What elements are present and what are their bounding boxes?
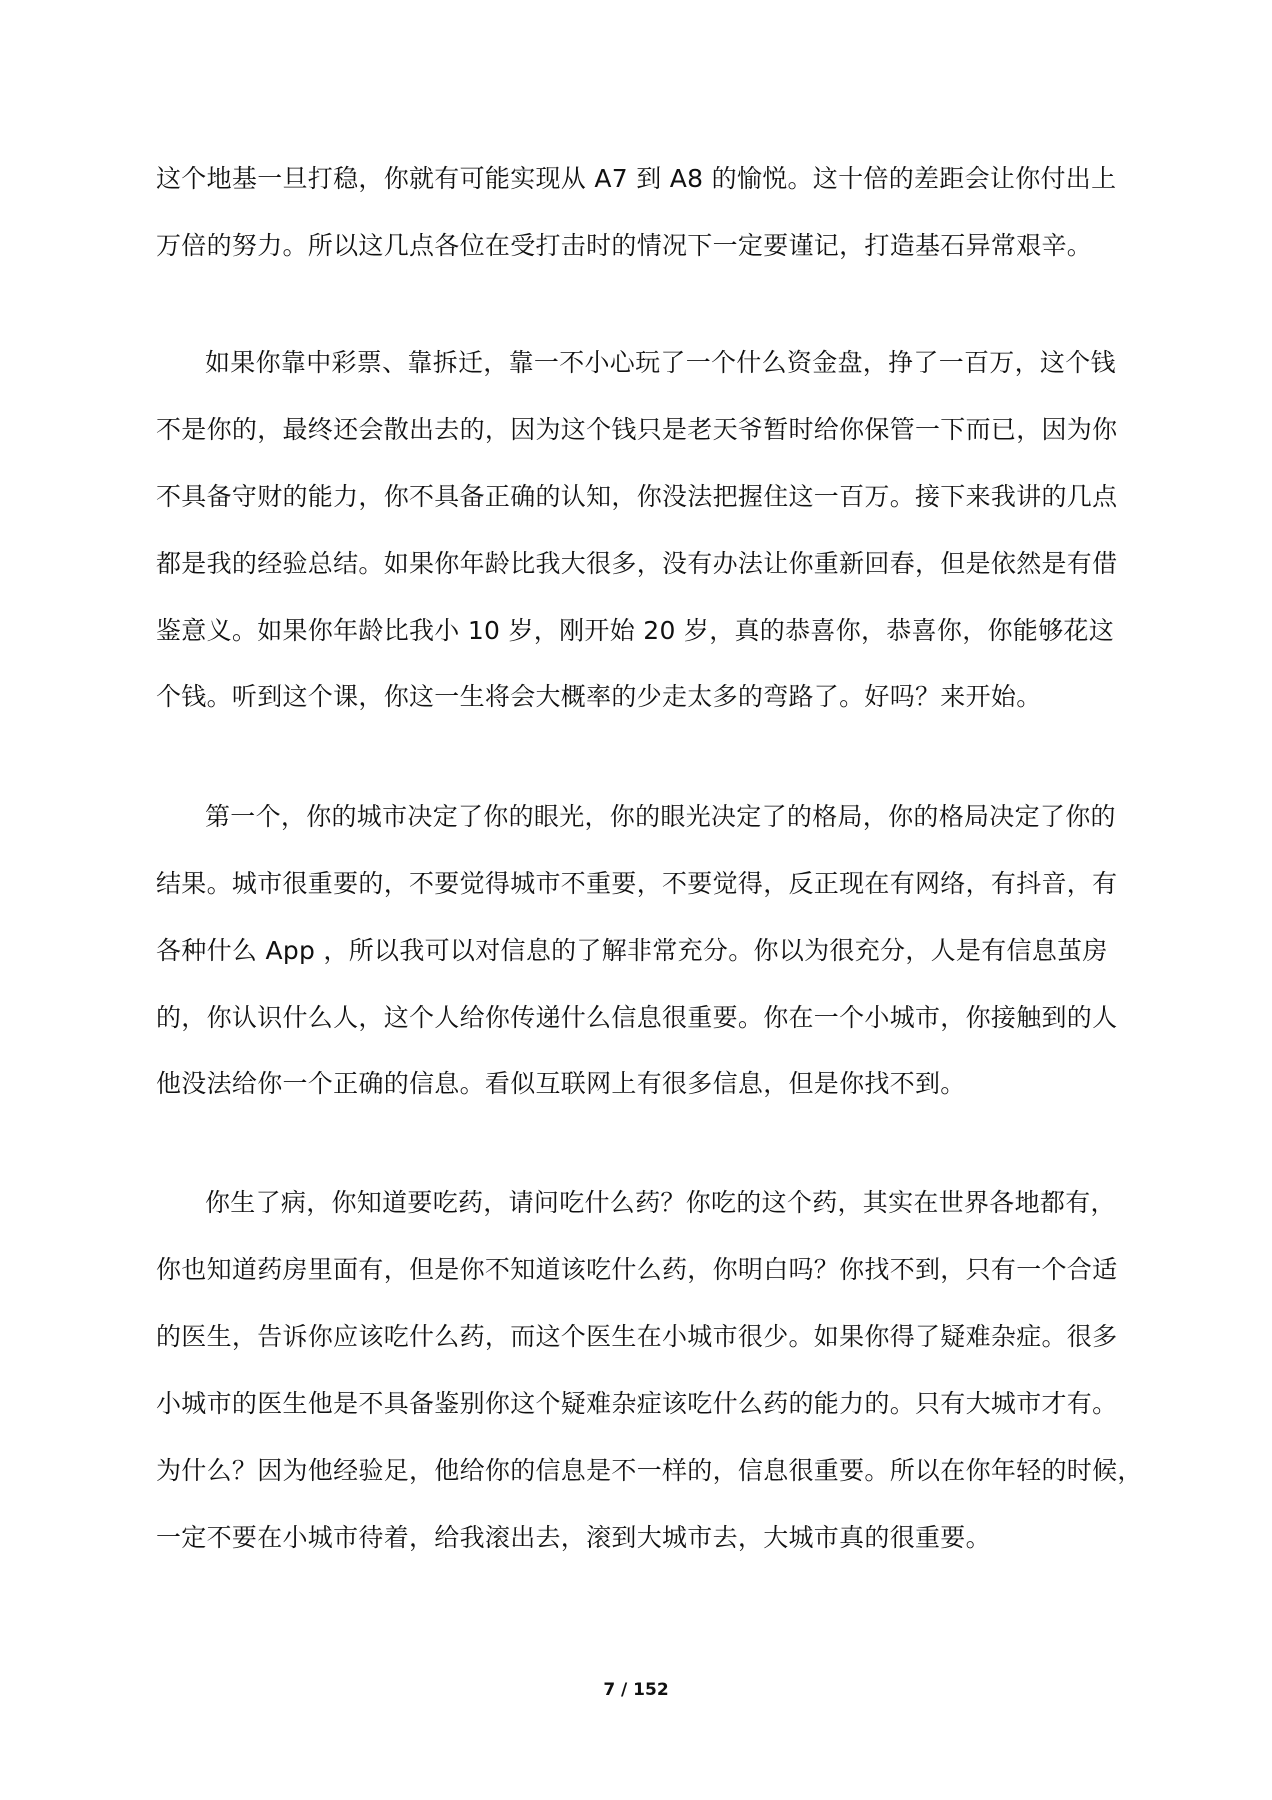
paragraph-4-line-3: 的医生，告诉你应该吃什么药，而这个医生在小城市很少。如果你得了疑难杂症。很多 xyxy=(156,1322,1118,1351)
paragraph-3-line-3: 各种什么 App ，所以我可以对信息的了解非常充分。你以为很充分，人是有信息茧房 xyxy=(156,936,1108,965)
paragraph-3-line-5: 他没法给你一个正确的信息。看似互联网上有很多信息，但是你找不到。 xyxy=(156,1069,966,1098)
paragraph-4-line-2: 你也知道药房里面有，但是你不知道该吃什么药，你明白吗？你找不到，只有一个合适 xyxy=(156,1255,1118,1284)
paragraph-3-line-1: 第一个，你的城市决定了你的眼光，你的眼光决定了的格局，你的格局决定了你的 xyxy=(205,802,1116,831)
paragraph-4-line-6: 一定不要在小城市待着，给我滚出去，滚到大城市去，大城市真的很重要。 xyxy=(156,1523,991,1552)
paragraph-3-line-4: 的，你认识什么人，这个人给你传递什么信息很重要。你在一个小城市，你接触到的人 xyxy=(156,1003,1118,1032)
paragraph-2-line-1: 如果你靠中彩票、靠拆迁，靠一不小心玩了一个什么资金盘，挣了一百万，这个钱 xyxy=(205,348,1116,377)
paragraph-1-line-1: 这个地基一旦打稳，你就有可能实现从 A7 到 A8 的愉悦。这十倍的差距会让你付出上 xyxy=(156,164,1117,193)
page-number: 7 / 152 xyxy=(603,1680,669,1700)
paragraph-3-line-2: 结果。城市很重要的，不要觉得城市不重要，不要觉得，反正现在有网络，有抖音，有 xyxy=(156,869,1118,898)
paragraph-2-line-4: 都是我的经验总结。如果你年龄比我大很多，没有办法让你重新回春，但是依然是有借 xyxy=(156,549,1118,578)
paragraph-4-line-5: 为什么？因为他经验足，他给你的信息是不一样的，信息很重要。所以在你年轻的时候， xyxy=(156,1456,1143,1485)
paragraph-2-line-5: 鉴意义。如果你年龄比我小 10 岁，刚开始 20 岁，真的恭喜你，恭喜你，你能够花这 xyxy=(156,616,1115,645)
paragraph-2-line-2: 不是你的，最终还会散出去的，因为这个钱只是老天爷暂时给你保管一下而已，因为你 xyxy=(156,415,1118,444)
paragraph-2-line-6: 个钱。听到这个课，你这一生将会大概率的少走太多的弯路了。好吗？来开始。 xyxy=(156,682,1042,711)
paragraph-1-line-2: 万倍的努力。所以这几点各位在受打击时的情况下一定要谨记，打造基石异常艰辛。 xyxy=(156,231,1093,260)
paragraph-2-line-3: 不具备守财的能力，你不具备正确的认知，你没法把握住这一百万。接下来我讲的几点 xyxy=(156,482,1118,511)
paragraph-4-line-1: 你生了病，你知道要吃药，请问吃什么药？你吃的这个药，其实在世界各地都有， xyxy=(205,1188,1116,1217)
paragraph-4-line-4: 小城市的医生他是不具备鉴别你这个疑难杂症该吃什么药的能力的。只有大城市才有。 xyxy=(156,1389,1118,1418)
